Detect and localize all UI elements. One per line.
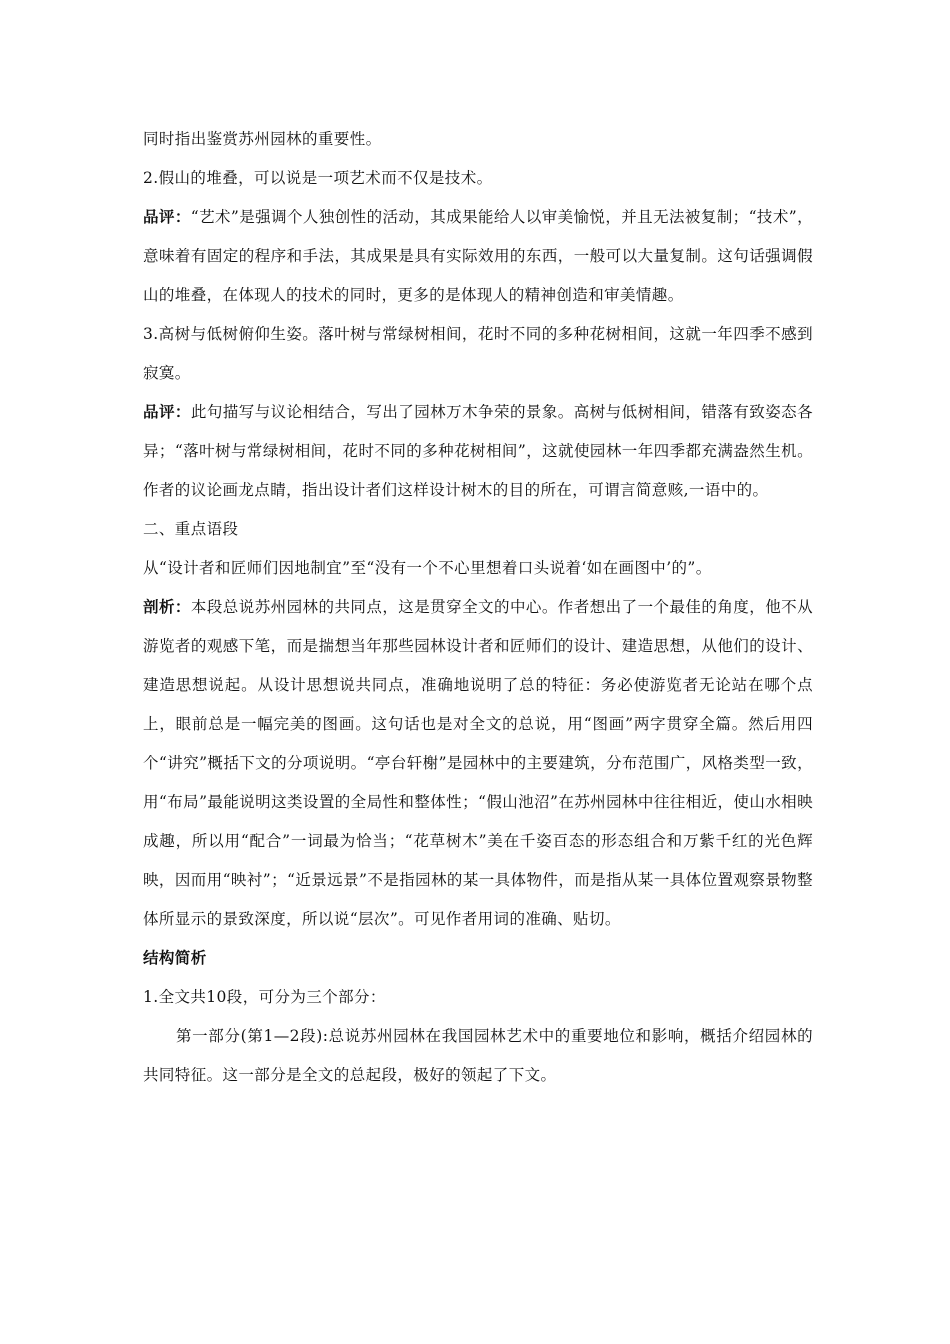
analysis-text: 本段总说苏州园林的共同点，这是贯穿全文的中心。作者想出了一个最佳的角度，他不从游览者的观感下笔，而是揣想当年那些园林设计者和匠师们的设计、建造思想，从他们的设计、建造思想说起。从设计思想说共同点，准确地说明了总的特征：务必使游览者无论站在哪个点上，眼前总是一幅完美的图画。这句话也是对全文的总说，用“图画”两字贯穿全篇。然后用四个“讲究”概括下文的分项说明。“亭台轩榭”是园林中的主要建筑，分布范围广，风格类型一致，用“布局”最能说明这类设置的全局性和整体性；“假山池沼”在苏州园林中往往相近，使山水相映成趣，所以用“配合”一词最为恰当；“花草树木”美在千姿百态的形态组合和万紫千红的光色辉映，因而用“映衬”；“近景远景”不是指园林的某一具体物件，而是指从某一具体位置观察景物整体所显示的景致深度，所以说“层次”。可见作者用词的准确、贴切。 [143,598,814,928]
structure-heading: 结构简析 [143,949,207,967]
comment-rockery [143,198,813,315]
structure-item-1: 1.全文共10段，可分为三个部分： [143,988,386,1006]
quote-trees: 3.高树与低树俯仰生姿。落叶树与常绿树相间，花时不同的多种花树相间，这就一年四季不感到寂寞。 [143,325,813,382]
comment-text: “艺术”是强调个人独创性的活动，其成果能给人以审美愉悦，并且无法被复制；“技术”，意味着有固定的程序和手法，其成果是具有实际效用的东西，一般可以大量复制。这句话强调假山的堆叠，在体现人的技术的同时，更多的是体现人的精神创造和审美情趣。 [143,208,813,304]
comment-text: 此句描写与议论相结合，写出了园林万木争荣的景象。高树与低树相间，错落有致姿态各异；“落叶树与常绿树相间，花时不同的多种花树相间”，这就使园林一年四季都充满盎然生机。作者的议论画龙点睛，指出设计者们这样设计树木的目的所在，可谓言简意赅,一语中的。 [143,403,814,499]
part-1-description: 第一部分(第1—2段):总说苏州园林在我国园林艺术中的重要地位和影响，概括介绍园林的共同特征。这一部分是全文的总起段，极好的领起了下文。 [143,1027,813,1084]
paragraph-importance: 同时指出鉴赏苏州园林的重要性。 [143,130,382,148]
document-body [143,120,813,1095]
comment-trees [143,393,813,510]
quote-rockery: 2.假山的堆叠，可以说是一项艺术而不仅是技术。 [143,169,493,187]
key-passage-range: 从“设计者和匠师们因地制宜”至“没有一个不心里想着口头说着‘如在画图中’的”。 [143,559,712,577]
comment-label: 品评： [143,403,191,421]
analysis-label: 剖析： [143,598,191,616]
comment-label: 品评： [143,208,191,226]
section-title-key-passage: 二、重点语段 [143,520,239,538]
analysis-paragraph [143,588,813,939]
